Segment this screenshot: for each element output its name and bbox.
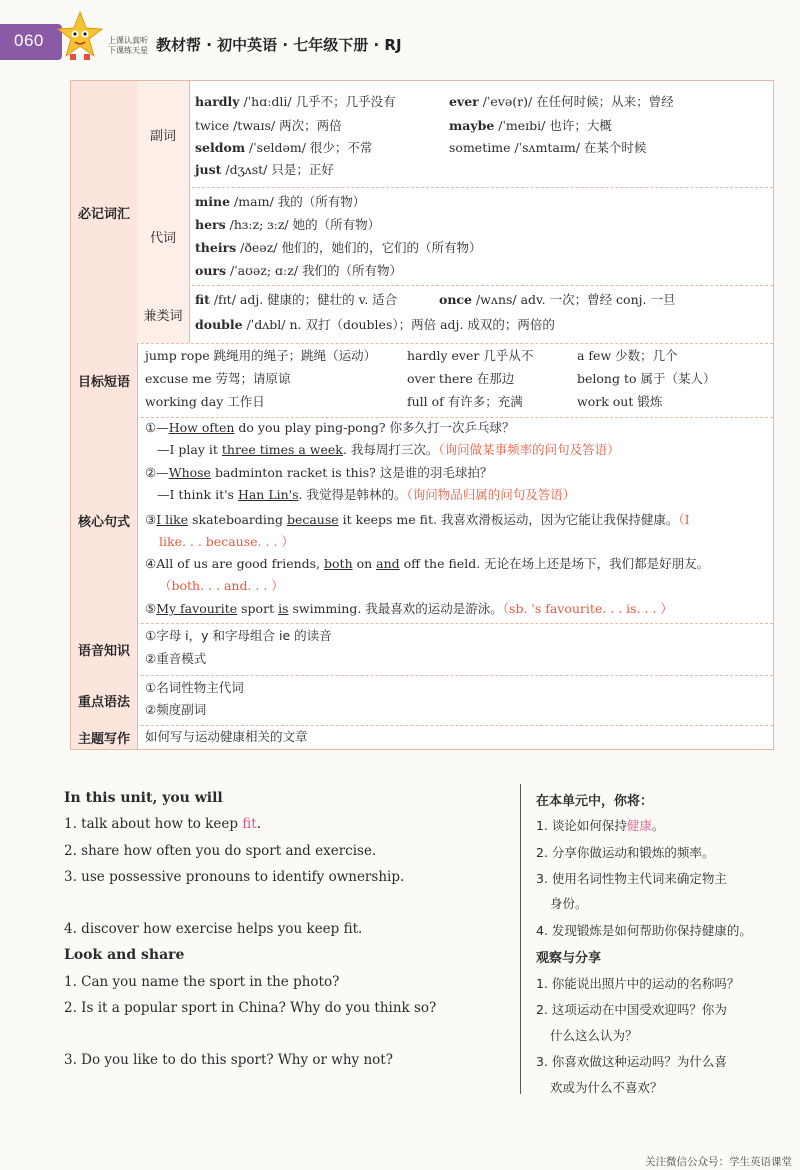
vocab-entry: maybe /ˈmeɪbi/ 也许；大概: [449, 118, 612, 133]
vocab-entry: hers /hɜːz; ɜːz/ 她的（所有物）: [195, 217, 381, 232]
unit-goal-item-zh: 2. 分享你做运动和锻炼的频率。: [536, 845, 715, 860]
look-share-question-zh: 2. 这项运动在中国受欢迎吗？你为: [536, 1002, 727, 1017]
vocab-row: [71, 81, 773, 344]
writing-label: 主题写作: [71, 725, 138, 749]
look-share-question-zh: 3. 你喜欢做这种运动吗？为什么喜: [536, 1054, 727, 1069]
look-share-question: 2. Is it a popular sport in China? Why do you think so?: [64, 1000, 437, 1016]
multi-label: 兼类词: [137, 285, 190, 343]
unit-goals-title: In this unit, you will: [64, 790, 223, 806]
grammar-row: [71, 675, 773, 726]
look-share-question: 1. Can you name the sport in the photo?: [64, 974, 340, 990]
vocab-entry: once /wʌns/ adv. 一次；曾经 conj. 一旦: [439, 292, 676, 307]
phrase: belong to 属于（某人）: [577, 371, 716, 386]
vocab-entry: hardly /ˈhɑːdli/ 几乎不；几乎没有: [195, 94, 396, 109]
phrases-label: 目标短语: [71, 343, 138, 417]
sentence-2a: —I think it's Han Lin's. 我觉得是韩林的。（询问物品归属的问句及答语）: [157, 487, 576, 502]
sentence-2q: ②—Whose badminton racket is this? 这是谁的羽毛球拍？: [145, 465, 493, 480]
look-share-question-zh: 1. 你能说出照片中的运动的名称吗？: [536, 976, 740, 991]
unit-goal-item: 2. share how often you do sport and exercise.: [64, 843, 377, 859]
phrases-row: [71, 343, 773, 418]
writing-item: 如何写与运动健康相关的文章: [145, 729, 308, 744]
phrase: jump rope 跳绳用的绳子；跳绳（运动）: [145, 348, 377, 363]
vocab-entry: twice /twaɪs/ 两次；两倍: [195, 118, 342, 133]
unit-goal-item-zh: 1. 谈论如何保持健康。: [536, 818, 665, 833]
look-share-question-zh: 欢或为什么不喜欢？: [550, 1080, 663, 1095]
look-share-question-zh: 什么这么认为？: [550, 1028, 638, 1043]
tagline-line-1: 上课认真听: [108, 36, 148, 45]
phrase: working day 工作日: [145, 394, 265, 409]
look-share-title-zh: 观察与分享: [536, 951, 602, 966]
star-mascot-icon: [56, 10, 104, 62]
grammar-item: ②频度副词: [145, 702, 207, 717]
unit-goal-item-zh: 3. 使用名词性物主代词来确定物主: [536, 871, 727, 886]
vocab-entry: ever /ˈevə(r)/ 在任何时候；从来；曾经: [449, 94, 674, 109]
phrase: full of 有许多；充满: [407, 394, 523, 409]
sentence-4-note: （both. . . and. . . ）: [159, 578, 284, 593]
unit-summary-table: [70, 80, 774, 750]
sentence-1q: ①—How often do you play ping-pong? 你多久打一次乒乓球？: [145, 420, 515, 435]
footer-note: 关注微信公众号：学生英语课堂: [645, 1156, 792, 1168]
page-number: 060: [14, 31, 44, 50]
grammar-item: ①名词性物主代词: [145, 680, 244, 695]
sentences-label: 核心句式: [71, 417, 138, 623]
phonetics-label: 语音知识: [71, 623, 138, 675]
unit-goal-item-zh: 4. 发现锻炼是如何帮助你保持健康的。: [536, 923, 752, 938]
phonetics-item: ①字母 i，y 和字母组合 ie 的读音: [145, 628, 332, 643]
unit-goals-title-zh: 在本单元中，你将：: [536, 794, 654, 809]
unit-goal-item: 1. talk about how to keep fit.: [64, 816, 262, 832]
vocab-entry: mine /maɪn/ 我的（所有物）: [195, 194, 366, 209]
pronouns-label: 代词: [137, 187, 190, 285]
pronouns-subrow: [137, 187, 773, 286]
phrase: over there 在那边: [407, 371, 515, 386]
sentence-3: ③I like skateboarding because it keeps me fit. 我喜欢滑板运动，因为它能让我保持健康。（I: [145, 512, 690, 527]
vocab-entry: theirs /ðeəz/ 他们的，她们的，它们的（所有物）: [195, 240, 482, 255]
column-divider: [520, 784, 521, 1094]
phrase: hardly ever 几乎从不: [407, 348, 534, 363]
unit-goal-item: 4. discover how exercise helps you keep fit.: [64, 921, 363, 937]
phonetics-item: ②重音模式: [145, 651, 207, 666]
look-share-title: Look and share: [64, 947, 185, 963]
phrase: a few 少数；几个: [577, 348, 678, 363]
adverbs-subrow: [137, 81, 773, 188]
phrase: work out 锻炼: [577, 394, 663, 409]
vocab-entry: double /ˈdʌbl/ n. 双打（doubles）；两倍 adj. 成双的；两倍的: [195, 317, 555, 332]
page-header: [0, 0, 800, 70]
tagline-line-2: 下课练天星: [108, 46, 148, 55]
phrase: excuse me 劳驾；请原谅: [145, 371, 291, 386]
header-tagline: [108, 36, 148, 56]
vocab-entry: just /dʒʌst/ 只是；正好: [195, 162, 334, 177]
phonetics-row: [71, 623, 773, 676]
sentence-4: ④All of us are good friends, both on and off the field. 无论在场上还是场下，我们都是好朋友。: [145, 556, 710, 571]
unit-goal-item-zh: 身份。: [550, 896, 588, 911]
look-share-question: 3. Do you like to do this sport? Why or why not?: [64, 1052, 393, 1068]
sentence-5: ⑤My favourite sport is swimming. 我最喜欢的运动是游泳。（sb. 's favourite. . . is. . . ）: [145, 601, 673, 616]
vocab-label: 必记词汇: [71, 81, 138, 343]
sentences-row: [71, 417, 773, 624]
vocab-entry: seldom /ˈseldəm/ 很少；不常: [195, 140, 373, 155]
multi-subrow: [137, 285, 773, 343]
grammar-label: 重点语法: [71, 675, 138, 725]
adverbs-label: 副词: [137, 81, 190, 187]
sentence-1a: —I play it three times a week. 我每周打三次。（询问做某事频率的问句及答语）: [157, 442, 620, 457]
vocab-entry: ours /ˈaʊəz; ɑːz/ 我们的（所有物）: [195, 263, 403, 278]
writing-row: [71, 725, 773, 749]
vocab-entry: fit /fɪt/ adj. 健康的；健壮的 v. 适合: [195, 292, 398, 307]
sentence-3-note: like. . . because. . . ）: [159, 534, 294, 549]
vocab-entry: sometime /ˈsʌmtaɪm/ 在某个时候: [449, 140, 647, 155]
book-title: 教材帮 · 初中英语 · 七年级下册 · RJ: [156, 36, 402, 54]
unit-goal-item: 3. use possessive pronouns to identify ownership.: [64, 869, 405, 885]
